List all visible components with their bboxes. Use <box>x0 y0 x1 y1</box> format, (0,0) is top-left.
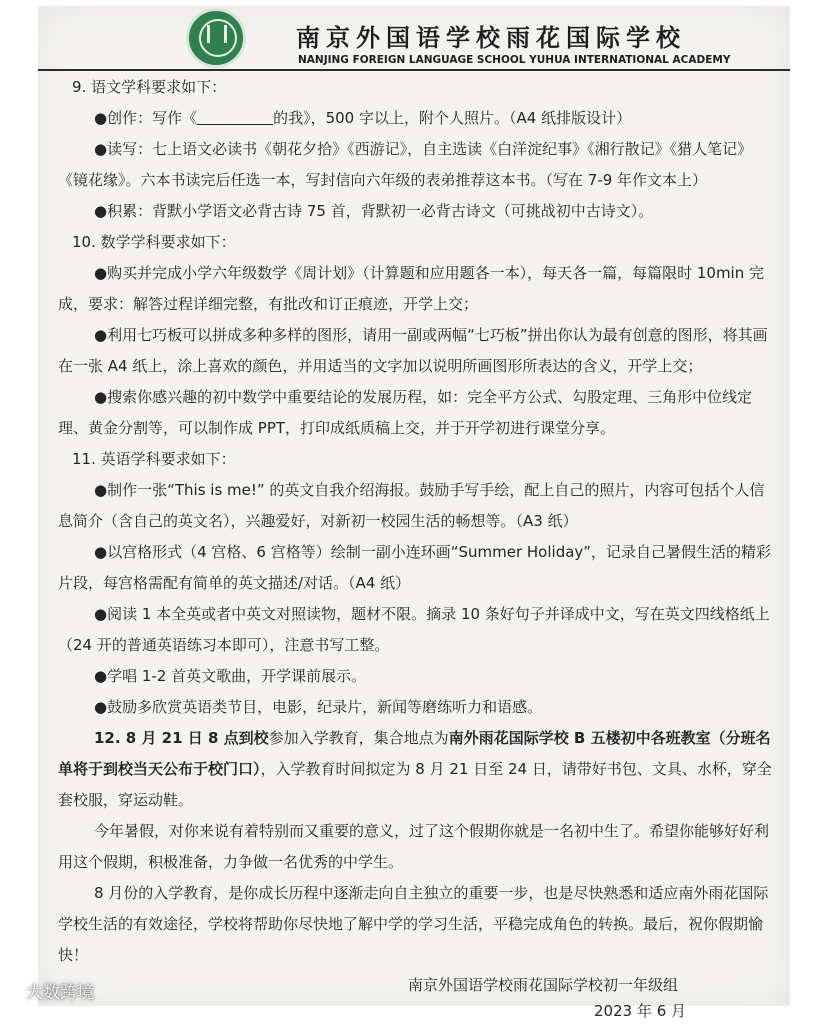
fill-blank <box>197 108 273 125</box>
signature-org: 南京外国语学校雨花国际学校初一年级组 <box>408 976 679 994</box>
watermark: 大数跨境 <box>2 978 94 1003</box>
orientation-item: 12. 8 月 21 日 8 点到校参加入学教育，集合地点为南外雨花国际学校 B 五楼初中各班教室（分班名单将于到校当天公布于校门口），入学教育时间拟定为 8 月 21 日至 24 日，请带好书包、文具、水杯，穿全套校服，穿运动鞋。 <box>58 729 772 809</box>
signature-date: 2023 年 6 月 <box>594 1002 687 1020</box>
english-item-2: ●以宫格形式（4 宫格、6 宫格等）绘制一副小连环画“Summer Holiday”，记录自己暑假生活的精彩片段，每宫格需配有简单的英文描述/对话。（A4 纸） <box>58 543 772 592</box>
letterhead <box>38 6 790 76</box>
english-item-1: ●制作一张“This is me!” 的英文自我介绍海报。鼓励手写手绘，配上自己的照片，内容可包括个人信息简介（含自己的英文名），兴趣爱好，对新初一校园生活的畅想等。（A3 纸） <box>58 481 765 530</box>
chinese-reading-item: ●读写：七上语文必读书《朝花夕拾》《西游记》，自主选读《白洋淀纪事》《湘行散记》《猎人笔记》《镜花缘》。六本书读完后任选一本，写封信向六年级的表弟推荐这本书。（写在 7-9 年作文本上） <box>58 140 753 189</box>
watermark-logo-icon <box>2 985 22 1001</box>
math-item-2: ●利用七巧板可以拼成多种多样的图形，请用一副或两幅“七巧板”拼出你认为最有创意的图形，将其画在一张 A4 纸上，涂上喜欢的颜色，并用适当的文字加以说明所画图形所表达的含义，开学上交； <box>58 326 768 375</box>
closing-paragraph-1: 今年暑假，对你来说有着特别而又重要的意义，过了这个假期你就是一名初中生了。希望你能够好好利用这个假期，积极准备，力争做一名优秀的中学生。 <box>58 822 770 871</box>
document-page <box>38 6 790 1020</box>
document-body <box>58 72 774 971</box>
english-item-4: ●学唱 1-2 首英文歌曲，开学课前展示。 <box>94 667 367 685</box>
english-heading: 11. 英语学科要求如下： <box>72 450 236 468</box>
chinese-heading: 9. 语文学科要求如下： <box>72 78 227 96</box>
math-heading: 10. 数学学科要求如下： <box>72 233 236 251</box>
math-item-3: ●搜索你感兴趣的初中数学中重要结论的发展历程，如：完全平方公式、勾股定理、三角形中位线定理、黄金分割等，可以制作成 PPT，打印成纸质稿上交，并于开学初进行课堂分享。 <box>58 388 753 437</box>
header-divider <box>38 69 790 71</box>
english-item-5: ●鼓励多欣赏英语类节目，电影，纪录片，新闻等磨练听力和语感。 <box>94 698 543 716</box>
chinese-writing-item: ●创作：写作《 的我》，500 字以上，附个人照片。（A4 纸排版设计） <box>94 109 632 127</box>
school-name-en: NANJING FOREIGN LANGUAGE SCHOOL YUHUA INTERNATIONAL ACADEMY <box>298 54 731 66</box>
english-item-3: ●阅读 1 本全英或者中英文对照读物，题材不限。摘录 10 条好句子并译成中文，写在英文四线格纸上（24 开的普通英语练习本即可），注意书写工整。 <box>58 605 770 654</box>
chinese-accumulate-item: ●积累：背默小学语文必背古诗 75 首，背默初一必背古诗文（可挑战初中古诗文）。 <box>94 202 654 220</box>
school-name-cn: 南京外国语学校雨花国际学校 <box>296 23 686 52</box>
closing-paragraph-2: 8 月份的入学教育，是你成长历程中逐渐走向自主独立的重要一步，也是尽快熟悉和适应南外雨花国际学校生活的有效途径，学校将帮助你尽快地了解中学的学习生活，平稳完成角色的转换。最后，祝你假期愉快！ <box>58 884 769 964</box>
math-item-1: ●购买并完成小学六年级数学《周计划》（计算题和应用题各一本），每天各一篇，每篇限时 10min 完成，要求：解答过程详细完整，有批改和订正痕迹，开学上交； <box>58 264 765 313</box>
school-logo-icon <box>186 8 246 68</box>
